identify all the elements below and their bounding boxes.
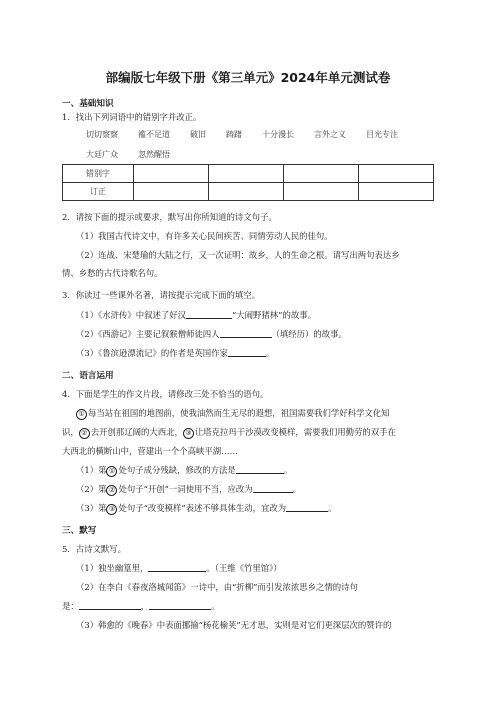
question-2-item-1: （1）我国古代诗文中，有许多关心民间疾苦、同情劳动人民的佳句。 bbox=[76, 231, 333, 241]
answer-cell[interactable] bbox=[209, 165, 284, 183]
question-3-item-3 bbox=[76, 347, 274, 359]
word-item: 大廷广众 bbox=[86, 150, 118, 159]
question-4-passage-1 bbox=[76, 407, 390, 420]
q4-text: 处句子“开创”一词使用不当，应改为 bbox=[118, 484, 253, 494]
question-3-stem: 3．你读过一些课外名著，请按提示完成下面的填空。 bbox=[62, 290, 260, 300]
question-1-stem: 1．找出下列词语中的错别字并改正。 bbox=[62, 112, 202, 122]
q3-text: “大闹野猪林”的故事。 bbox=[232, 310, 316, 320]
q3-text: （1）《水浒传》中叙述了好汉 bbox=[76, 310, 187, 320]
answer-blank[interactable] bbox=[220, 328, 272, 338]
answer-cell[interactable] bbox=[134, 183, 209, 201]
word-item: 目光专注 bbox=[366, 130, 398, 139]
q4-text: 处句子成分残缺，修改的方法是 bbox=[118, 465, 236, 475]
table-label-typo: 错别字 bbox=[63, 165, 134, 183]
page-title: 部编版七年级下册《第三单元》2024年单元测试卷 bbox=[105, 70, 391, 85]
question-4-sub-2 bbox=[76, 483, 301, 496]
question-5-item-2: （2）在李白《春夜洛城闻笛》一诗中，由“折柳”而引发浓浓思乡之情的诗句 bbox=[76, 582, 358, 592]
passage-text: 每当站在祖国的地图前，使我油然而生无尽的遐想，祖国需要我们学好科学文化知 bbox=[88, 408, 390, 418]
marker-1: ① bbox=[106, 466, 117, 477]
answer-blank[interactable] bbox=[148, 562, 206, 572]
q4-text: 。 bbox=[328, 503, 337, 513]
question-4-sub-1 bbox=[76, 464, 292, 477]
q5-text: 。（王维《竹里馆》） bbox=[206, 563, 282, 573]
question-4-stem: 4．下面是学生的作文片段，请修改三处不恰当的语句。 bbox=[62, 389, 269, 399]
question-2-item-2: （2）连战、宋楚瑜的大陆之行，又一次证明：故乡，人的生命之根。请写出两句表达乡 bbox=[76, 250, 400, 260]
passage-text: 让塔克拉玛干沙漠改变模样，需要我们用勤劳的双手在 bbox=[194, 427, 396, 437]
question-5-item-1 bbox=[76, 562, 282, 574]
word-list bbox=[86, 125, 446, 165]
answer-blank[interactable] bbox=[228, 347, 266, 357]
answer-cell[interactable] bbox=[359, 165, 434, 183]
answer-cell[interactable] bbox=[359, 183, 434, 201]
q3-text: （填经历）的故事。 bbox=[271, 329, 347, 339]
passage-text: 识， bbox=[62, 427, 79, 437]
word-item: 言外之义 bbox=[314, 130, 346, 139]
question-3-item-1 bbox=[76, 309, 316, 321]
question-3-item-2 bbox=[76, 328, 347, 340]
answer-blank[interactable] bbox=[79, 600, 141, 610]
question-5-item-2-cont bbox=[62, 600, 220, 612]
passage-text: 去开创那辽阔的大西北， bbox=[90, 427, 183, 437]
question-2-stem: 2．请按下面的提示或要求，默写出你所知道的诗文句子。 bbox=[62, 212, 277, 222]
q5-text: 。 bbox=[211, 601, 220, 611]
word-item: 切切察察 bbox=[86, 130, 118, 139]
section-heading-dictation: 三、默写 bbox=[62, 526, 97, 536]
q4-text: （1）第 bbox=[76, 465, 107, 475]
marker-3: ③ bbox=[106, 504, 117, 515]
answer-blank[interactable] bbox=[186, 309, 232, 319]
question-4-sub-3 bbox=[76, 502, 337, 515]
marker-2: ② bbox=[79, 428, 90, 439]
answer-cell[interactable] bbox=[284, 183, 359, 201]
q3-text: 。 bbox=[265, 348, 275, 358]
q5-text: （1）独坐幽篁里， bbox=[76, 563, 149, 573]
section-heading-basics: 一、基础知识 bbox=[62, 99, 114, 109]
answer-cell[interactable] bbox=[284, 165, 359, 183]
question-4-passage-3: 大西北的横断山中，营建出一个个高峡平湖…… bbox=[62, 446, 238, 456]
answer-blank[interactable] bbox=[236, 464, 284, 474]
section-heading-language: 二、语言运用 bbox=[62, 371, 114, 381]
question-5-stem: 5．古诗文默写。 bbox=[62, 544, 126, 554]
answer-blank[interactable] bbox=[149, 600, 211, 610]
word-item: 踌躇 bbox=[226, 130, 242, 139]
q3-text: （3）《鲁滨逊漂流记》的作者是英国作家 bbox=[76, 348, 228, 358]
question-4-passage-2 bbox=[62, 426, 396, 439]
question-5-item-3: （3）韩愈的《晚春》中表面挪揄“杨花榆荚”无才思，实则是对它们更深层次的赞许的 bbox=[76, 620, 392, 630]
q4-text: 处句子“改变模样”表述不够具体生动，宜改为 bbox=[118, 503, 287, 513]
question-2-item-2-cont: 情、乡愁的古代诗歌名句。 bbox=[62, 268, 163, 278]
q5-text: ， bbox=[140, 601, 150, 611]
answer-blank[interactable] bbox=[286, 502, 328, 512]
q4-text: （3）第 bbox=[76, 503, 107, 513]
word-item: 褴不足道 bbox=[138, 130, 170, 139]
word-item: 十分漫长 bbox=[262, 130, 294, 139]
table-label-correction: 订正 bbox=[63, 183, 134, 201]
word-item: 忽然醒悟 bbox=[138, 150, 170, 159]
marker-3: ③ bbox=[183, 428, 194, 439]
q3-text: （2）《西游记》主要记叙猴僧师徒四人 bbox=[76, 329, 220, 339]
q4-text: （2）第 bbox=[76, 484, 107, 494]
answer-cell[interactable] bbox=[134, 165, 209, 183]
answer-blank[interactable] bbox=[253, 483, 293, 493]
q5-text: 是： bbox=[62, 601, 79, 611]
q4-text: 。 bbox=[292, 484, 302, 494]
word-item: 破旧 bbox=[190, 130, 206, 139]
marker-1: ① bbox=[76, 409, 87, 420]
marker-2: ② bbox=[106, 485, 117, 496]
answer-cell[interactable] bbox=[209, 183, 284, 201]
q4-text: 。 bbox=[283, 465, 293, 475]
answer-table bbox=[62, 164, 434, 201]
